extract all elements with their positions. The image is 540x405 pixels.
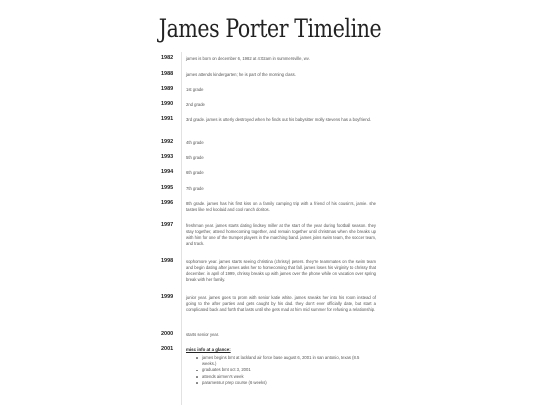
entry-year: 1996 [161, 200, 174, 206]
misc-info-heading: misc info at a glance: [186, 346, 231, 352]
misc-info-list [202, 355, 372, 386]
entry-year: 1992 [161, 139, 174, 145]
page-title: James Porter Timeline [158, 14, 382, 43]
entry-text: junior year. james goes to prom with senior katie white. james sneaks her into his room instead of going to the after parties and gets caught by his dad. they don't ever officially date, but start a complicated back and forth that lasts until she gets mad at him mid summer for refusing a relationship. [186, 294, 376, 313]
list-item: paramessur prep course (6 weeks) [202, 380, 372, 386]
entry-text: 8th grade. james has his first kiss on a family camping trip with a friend of his cousin's, jamie. she tastes like red koolaid and cool ranch doritos. [186, 200, 376, 212]
entry-text: starts senior year. [186, 331, 220, 337]
entry-text: 1st grade [186, 86, 204, 92]
entry-year: 1994 [161, 169, 174, 175]
entry-year: 1991 [161, 116, 174, 122]
entry-text: sophomore year. james starts seeing christina (chrissy) peters. they're teammates on the swim team and begin dating after james asks her to homecoming that fall. james loses his virginity to chrissy that december. in april of 1999, chrissy breaks up with james over the phone while on vacation over spring break with her family. [186, 258, 376, 283]
entry-text: 6th grade [186, 169, 204, 175]
entry-year: 2001 [161, 346, 174, 352]
entry-year: 1990 [161, 101, 174, 107]
entry-year: 1998 [161, 258, 174, 264]
entry-year: 1982 [161, 55, 174, 61]
entry-text: freshman year. james starts dating lindsey miller at the start of the year during football season. they stay together, attend homecoming together, and remain together until christmas when she breaks up with him for one of the trumpet players in the marching band. james joins swim team, the soccer team, and track. [186, 222, 376, 247]
entry-text: 2nd grade [186, 101, 205, 107]
entry-year: 1988 [161, 71, 174, 77]
entry-text: 3rd grade. james is utterly destroyed when he finds out his babysitter molly stevens has a boyfriend. [186, 116, 372, 122]
list-item: attends airmen's week [202, 374, 372, 380]
list-item: james begins bmt at lackland air force base august 6, 2001 in san antonio, texas (8.5 weeks.) [202, 355, 372, 367]
entry-year: 1999 [161, 294, 174, 300]
entry-year: 1997 [161, 222, 174, 228]
entry-year: 1995 [161, 185, 174, 191]
entry-text: 5th grade [186, 154, 204, 160]
entry-text: 4th grade [186, 139, 204, 145]
entry-year: 1993 [161, 154, 174, 160]
entry-text: james attends kindergarten; he is part of the morning class. [186, 71, 296, 77]
entry-text: james is born on december 6, 1982 at 4:02am in summersville, wv. [186, 55, 310, 61]
entry-year: 2000 [161, 331, 174, 337]
entry-text: 7th grade [186, 185, 204, 191]
list-item: graduates bmt oct 3, 2001 [202, 367, 372, 373]
entry-year: 1989 [161, 86, 174, 92]
